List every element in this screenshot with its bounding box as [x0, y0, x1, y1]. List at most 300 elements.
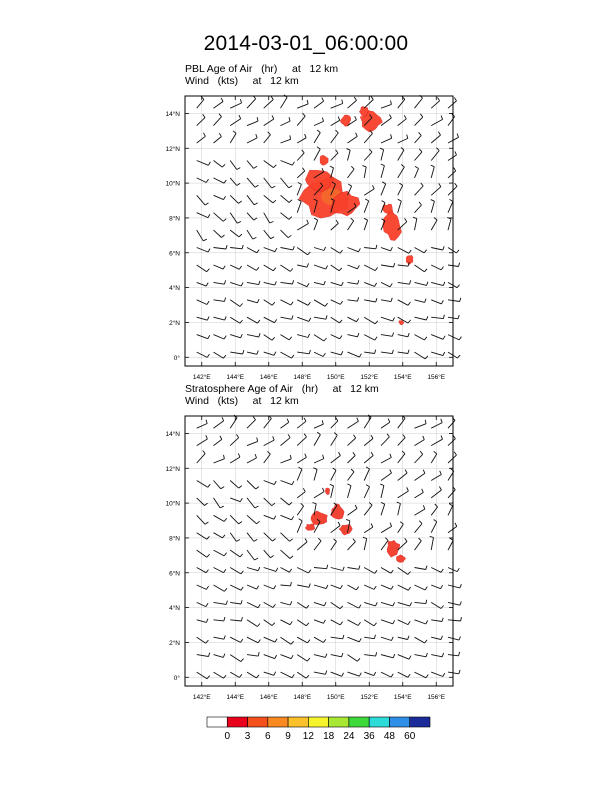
wind-barb — [297, 248, 310, 255]
wind-barb — [214, 298, 226, 302]
wind-barb — [364, 245, 377, 249]
colorbar-label: 12 — [302, 731, 314, 742]
wind-barb — [314, 118, 324, 126]
y-tick-label: 8°N — [169, 535, 180, 543]
x-tick-label: 144°E — [226, 694, 245, 701]
wind-barb — [297, 199, 301, 212]
wind-barb — [364, 350, 376, 354]
wind-barb — [314, 654, 327, 658]
wind-barb — [230, 99, 241, 108]
wind-barb — [230, 672, 242, 677]
wind-barb — [348, 166, 355, 178]
panel2-label-line1: Stratosphere Age of Air (hr) at 12 km — [185, 383, 379, 395]
colorbar-box — [329, 717, 349, 727]
wind-barb — [197, 498, 208, 506]
wind-barb — [364, 602, 377, 606]
age-of-air-blob — [339, 525, 353, 536]
wind-barb — [281, 515, 294, 520]
wind-barb — [331, 248, 343, 254]
wind-barb — [431, 246, 444, 250]
wind-barb — [348, 620, 361, 626]
wind-barb — [398, 672, 411, 677]
wind-barb — [281, 672, 295, 678]
wind-barb — [197, 585, 209, 589]
wind-barb — [415, 451, 423, 463]
wind-barb — [415, 672, 429, 678]
wind-barb — [297, 488, 305, 498]
wind-barb — [314, 432, 320, 446]
x-tick-label: 146°E — [259, 694, 278, 701]
panel1-label-line2: Wind (kts) at 12 km — [185, 75, 299, 87]
wind-barb — [415, 265, 428, 272]
wind-barb — [197, 653, 210, 657]
wind-barb — [247, 481, 259, 490]
wind-barb — [314, 281, 325, 285]
wind-barb — [348, 435, 356, 446]
wind-barb — [297, 220, 308, 230]
wind-barb — [448, 637, 461, 641]
y-tick-label: 0° — [173, 354, 180, 362]
wind-barb — [364, 218, 368, 230]
wind-barb — [331, 100, 343, 109]
wind-barb — [415, 149, 422, 161]
wind-barb — [331, 130, 339, 143]
wind-barb — [281, 455, 292, 463]
wind-barb — [415, 600, 427, 604]
wind-barb — [331, 282, 344, 286]
wind-barb — [281, 568, 292, 573]
x-tick-label: 156°E — [427, 374, 446, 381]
wind-barb — [247, 351, 258, 355]
wind-barb — [314, 335, 327, 341]
wind-barb — [230, 498, 242, 502]
wind-barb — [214, 114, 222, 126]
wind-barb — [214, 617, 225, 621]
y-tick-label: 2°N — [169, 319, 180, 327]
wind-barb — [431, 335, 445, 340]
wind-barb — [214, 230, 225, 237]
wind-barb — [348, 265, 360, 269]
wind-barb — [398, 451, 405, 463]
x-tick-label: 148°E — [293, 374, 312, 381]
wind-barb — [364, 568, 377, 574]
wind-barb — [431, 504, 437, 515]
colorbar — [207, 717, 430, 742]
wind-barb — [264, 416, 272, 429]
wind-barb — [214, 636, 226, 640]
wind-barb — [331, 635, 344, 639]
wind-barb — [381, 602, 395, 606]
wind-barb — [247, 281, 260, 285]
wind-barb — [381, 101, 391, 109]
wind-barb — [281, 620, 293, 625]
wind-barb — [281, 195, 293, 202]
wind-barb — [247, 134, 257, 143]
y-tick-label: 4°N — [169, 605, 180, 613]
wind-barb — [264, 195, 276, 203]
wind-barb — [431, 585, 442, 589]
wind-barb — [214, 585, 227, 591]
wind-barb — [247, 550, 258, 560]
age-of-air-blob — [305, 524, 315, 531]
wind-barb — [314, 352, 325, 356]
wind-barb — [264, 132, 271, 143]
wind-barb — [264, 655, 277, 659]
map-panel-2 — [165, 415, 461, 701]
wind-barb — [230, 655, 243, 662]
wind-barb — [415, 620, 428, 624]
wind-barb — [297, 655, 310, 662]
y-tick-label: 12°N — [165, 145, 180, 153]
wind-barb — [197, 672, 210, 679]
wind-barb — [448, 168, 456, 178]
wind-barb — [230, 300, 242, 307]
wind-barb — [381, 333, 394, 337]
wind-barb — [314, 98, 324, 109]
y-tick-label: 0° — [173, 674, 180, 682]
wind-barb — [264, 585, 276, 589]
wind-barb — [314, 455, 324, 463]
wind-barb — [230, 434, 239, 445]
wind-barb — [297, 519, 302, 533]
wind-barb — [197, 114, 205, 125]
wind-barb — [364, 282, 376, 286]
wind-barb — [264, 300, 275, 305]
wind-barb — [431, 568, 443, 573]
wind-barb — [314, 420, 323, 428]
wind-barb — [281, 280, 294, 284]
wind-barb — [230, 415, 237, 428]
wind-barb — [281, 95, 288, 108]
wind-barb — [197, 451, 206, 464]
x-tick-label: 142°E — [192, 374, 211, 381]
y-tick-label: 14°N — [165, 110, 180, 118]
wind-barb — [331, 522, 340, 533]
wind-barb — [197, 533, 210, 540]
wind-barb — [448, 538, 453, 550]
x-tick-label: 152°E — [360, 694, 379, 701]
age-of-air-blob — [399, 320, 404, 324]
y-tick-label: 8°N — [169, 215, 180, 223]
wind-barb — [197, 161, 211, 166]
wind-barb — [415, 637, 428, 643]
wind-barb — [381, 282, 392, 286]
wind-barb — [381, 298, 392, 302]
wind-barb — [247, 417, 256, 429]
wind-barb — [264, 620, 275, 626]
wind-barb — [415, 470, 425, 481]
wind-barb — [297, 134, 306, 143]
wind-barb — [448, 670, 460, 674]
wind-barb — [331, 653, 343, 657]
age-of-air-blob — [383, 209, 402, 241]
wind-barb — [431, 265, 443, 270]
wind-barb — [230, 600, 242, 604]
wind-barb — [214, 98, 224, 108]
wind-barb — [331, 620, 343, 625]
wind-barb — [415, 538, 422, 550]
colorbar-label: 0 — [224, 731, 231, 742]
wind-barb — [281, 419, 289, 429]
wind-barb — [364, 467, 369, 481]
colorbar-label: 60 — [404, 731, 416, 742]
wind-barb — [415, 282, 429, 286]
x-tick-label: 148°E — [293, 694, 312, 701]
wind-barb — [331, 265, 342, 271]
wind-barb — [197, 282, 209, 286]
wind-barb — [431, 148, 439, 161]
wind-barb — [431, 436, 442, 446]
wind-barb — [381, 672, 393, 677]
colorbar-box — [308, 717, 328, 727]
wind-barb — [415, 248, 427, 253]
wind-barb — [281, 135, 291, 143]
wind-barb — [448, 151, 457, 160]
wind-barb — [214, 213, 227, 222]
wind-barb — [448, 263, 460, 267]
wind-barb — [398, 183, 403, 195]
wind-barb — [247, 533, 257, 542]
wind-barb — [431, 618, 443, 622]
wind-barb — [448, 335, 461, 340]
wind-barb — [247, 515, 260, 524]
wind-barb — [281, 601, 292, 605]
wind-barb — [364, 620, 376, 626]
wind-barb — [214, 568, 226, 573]
wind-barb — [197, 435, 208, 445]
wind-barb — [264, 317, 277, 323]
age-of-air-blob — [325, 488, 330, 495]
wind-barb — [448, 435, 455, 445]
age-of-air-blob — [406, 255, 413, 264]
wind-barb — [214, 455, 225, 463]
wind-barb — [348, 97, 357, 108]
wind-barb — [415, 420, 427, 428]
colorbar-box — [410, 717, 430, 727]
map-frame — [185, 96, 453, 366]
wind-barb — [297, 300, 310, 306]
wind-barb — [281, 550, 294, 558]
wind-barb — [431, 352, 445, 356]
wind-barb — [230, 481, 242, 489]
wind-barb — [364, 149, 372, 160]
wind-barb — [281, 213, 292, 220]
wind-barb — [381, 115, 391, 126]
wind-barb — [381, 317, 395, 321]
wind-barb — [331, 351, 343, 355]
wind-barb — [197, 178, 209, 183]
wind-barb — [247, 454, 257, 463]
wind-barb — [364, 317, 378, 324]
wind-barb — [348, 585, 359, 590]
wind-barb — [415, 489, 424, 498]
wind-barb — [297, 182, 301, 195]
wind-barb — [415, 132, 422, 143]
wind-barb — [348, 539, 356, 551]
wind-barb — [313, 468, 317, 481]
wind-barb — [264, 481, 277, 485]
wind-barb — [281, 230, 292, 238]
y-tick-label: 12°N — [165, 465, 180, 473]
wind-barb — [330, 484, 334, 498]
colorbar-box — [389, 717, 409, 727]
wind-barb — [247, 299, 259, 303]
wind-barb — [197, 335, 210, 339]
wind-barb — [197, 317, 209, 321]
age-of-air-blob — [387, 540, 400, 557]
wind-barb — [214, 533, 226, 538]
colorbar-box — [268, 717, 288, 727]
wind-barb — [381, 568, 393, 574]
wind-barb — [381, 654, 395, 658]
wind-barb — [364, 335, 377, 341]
wind-barb — [297, 168, 305, 178]
wind-barb — [314, 130, 320, 143]
x-tick-label: 154°E — [393, 694, 412, 701]
wind-barb — [197, 265, 210, 272]
y-tick-label: 6°N — [169, 570, 180, 578]
wind-barb — [398, 568, 411, 575]
wind-barb — [331, 468, 336, 481]
wind-barb — [381, 585, 393, 589]
wind-barb — [230, 282, 243, 286]
wind-barb — [431, 653, 443, 657]
wind-barb — [230, 195, 242, 203]
wind-barb — [247, 438, 258, 446]
wind-barb — [381, 247, 392, 251]
x-tick-label: 150°E — [326, 374, 345, 381]
wind-barb — [314, 671, 327, 675]
wind-barb — [314, 637, 326, 642]
wind-barb — [264, 451, 271, 463]
colorbar-label: 18 — [323, 731, 335, 742]
wind-barb — [264, 515, 276, 519]
wind-barb — [415, 352, 428, 359]
wind-barb — [381, 502, 385, 515]
wind-barb — [314, 300, 328, 307]
wind-barb — [297, 150, 304, 161]
colorbar-box — [349, 717, 369, 727]
wind-barb — [197, 213, 210, 218]
wind-barb — [281, 481, 294, 485]
wind-barb — [281, 161, 295, 166]
wind-barb — [398, 416, 405, 429]
wind-barb — [448, 568, 459, 572]
y-tick-label: 10°N — [165, 500, 180, 508]
wind-barb — [448, 452, 457, 463]
wind-barb — [348, 452, 356, 463]
wind-barb — [397, 502, 401, 515]
wind-barb — [197, 550, 210, 557]
wind-barb — [331, 300, 343, 305]
wind-barb — [364, 585, 376, 589]
wind-barb — [362, 166, 366, 178]
wind-barb — [214, 654, 225, 658]
wind-barb — [331, 117, 340, 126]
wind-barb — [314, 602, 326, 606]
colorbar-box — [207, 717, 227, 727]
wind-barb — [398, 350, 409, 354]
wind-barb — [281, 335, 292, 340]
wind-barb — [381, 620, 395, 624]
wind-barb — [247, 333, 260, 337]
wind-barb — [415, 299, 427, 303]
wind-barb — [398, 435, 406, 446]
wind-barb — [214, 481, 225, 489]
wind-barb — [448, 199, 453, 212]
wind-barb — [415, 566, 428, 570]
wind-barb — [448, 282, 460, 287]
wind-barb — [364, 435, 373, 446]
wind-barb — [348, 566, 360, 570]
wind-barb — [281, 637, 294, 644]
wind-barb — [297, 350, 310, 354]
wind-barb — [398, 248, 412, 254]
colorbar-label: 24 — [343, 731, 355, 742]
x-tick-label: 144°E — [226, 374, 245, 381]
wind-barb — [197, 248, 210, 253]
wind-barb — [415, 202, 422, 213]
wind-barb — [247, 178, 258, 187]
wind-barb — [431, 451, 437, 463]
wind-barb — [448, 417, 455, 428]
colorbar-label: 3 — [244, 731, 251, 742]
wind-barb — [398, 585, 411, 590]
wind-barb — [381, 434, 389, 446]
wind-barb — [431, 520, 437, 533]
wind-barb — [364, 415, 371, 428]
wind-barb — [348, 218, 354, 230]
wind-barb — [197, 352, 210, 357]
wind-barb — [297, 584, 310, 588]
x-tick-label: 154°E — [393, 374, 412, 381]
wind-barb — [247, 161, 257, 169]
wind-barb — [381, 134, 392, 143]
wind-barb — [364, 635, 375, 639]
wind-barb — [297, 418, 306, 428]
wind-barb — [381, 182, 386, 196]
wind-barb — [415, 505, 425, 515]
wind-barb — [264, 265, 276, 271]
x-tick-label: 156°E — [427, 694, 446, 701]
wind-barb — [415, 585, 428, 590]
wind-barb — [247, 230, 256, 239]
wind-barb — [398, 333, 410, 337]
wind-barb — [297, 467, 302, 480]
wind-barb — [214, 245, 228, 249]
wind-barb — [197, 568, 209, 573]
wind-barb — [281, 498, 293, 505]
colorbar-label: 6 — [265, 731, 271, 742]
wind-barb — [264, 161, 277, 168]
wind-barb — [398, 199, 402, 212]
wind-barb — [281, 582, 292, 586]
panel1-label-line1: PBL Age of Air (hr) at 12 km — [185, 63, 339, 75]
age-of-air-blob — [320, 155, 328, 165]
wind-barb — [448, 652, 460, 656]
wind-barb — [264, 352, 276, 356]
wind-barb — [214, 335, 227, 339]
wind-barb — [431, 300, 443, 304]
wind-barb — [381, 538, 388, 551]
wind-barb — [230, 350, 244, 354]
wind-barb — [398, 522, 404, 533]
wind-barb — [214, 316, 227, 320]
wind-barb — [297, 263, 308, 267]
wind-barb — [230, 230, 242, 237]
wind-barb — [214, 417, 224, 428]
wind-barb — [247, 96, 256, 109]
